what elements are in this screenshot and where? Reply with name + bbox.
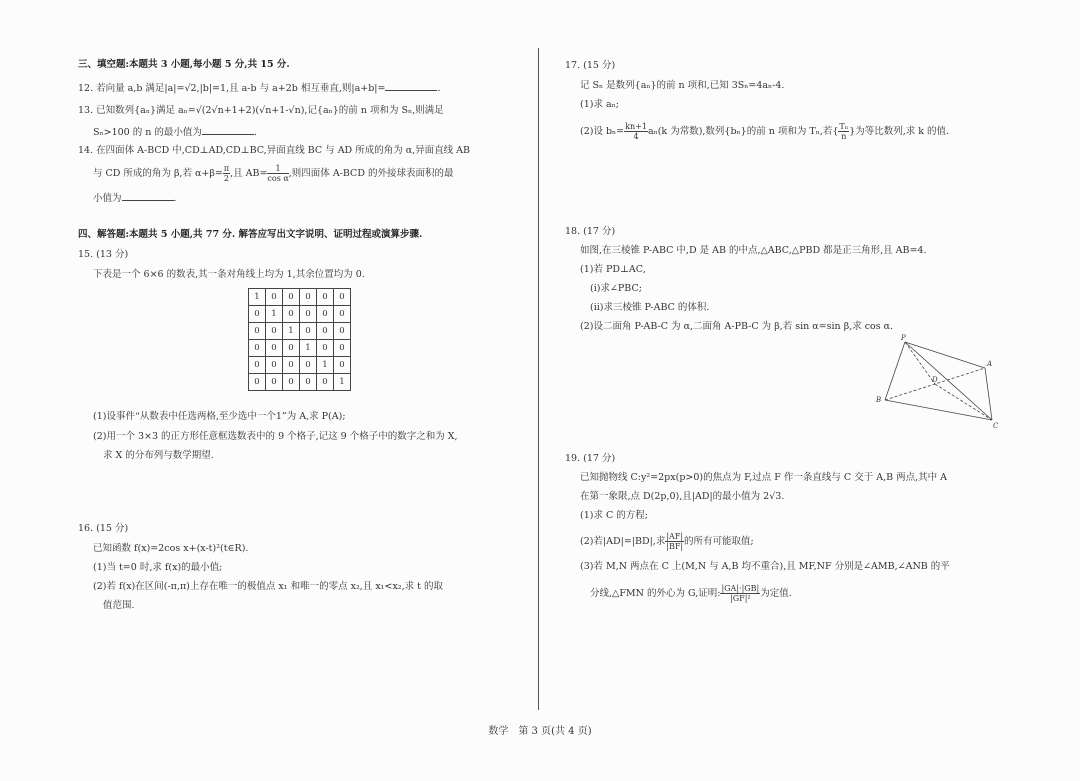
label-C: C <box>993 422 999 430</box>
question-18-part1-ii: (ⅱ)求三棱锥 P-ABC 的体积. <box>590 302 710 313</box>
table-cell: 0 <box>300 289 317 306</box>
gf2: |GF|² <box>730 594 751 603</box>
af: |AF| <box>666 532 684 541</box>
answer-blank <box>122 191 174 201</box>
question-17-intro: 记 Sₙ 是数列{aₙ}的前 n 项和,已知 3Sₙ=4aₙ-4. <box>580 80 785 91</box>
gagb-over-gf2 <box>720 584 760 603</box>
table-cell: 0 <box>300 306 317 323</box>
table-cell: 0 <box>249 374 266 391</box>
table-cell: 0 <box>300 323 317 340</box>
table-row <box>249 306 351 323</box>
table-cell: 0 <box>334 323 351 340</box>
section4-title: 四、解答题:本题共 5 小题,共 77 分. 解答应写出文字说明、证明过程或演算步骤. <box>78 229 423 240</box>
question-13-line2: Sₙ>100 的 n 的最小值为 . <box>93 127 257 138</box>
table-row <box>249 289 351 306</box>
table-cell: 0 <box>317 323 334 340</box>
edge-AC <box>985 368 992 420</box>
table-cell: 0 <box>283 357 300 374</box>
label-P: P <box>901 334 906 342</box>
table-cell: 0 <box>317 374 334 391</box>
table-cell: 1 <box>283 323 300 340</box>
table-cell: 1 <box>249 289 266 306</box>
question-16-part1: (1)当 t=0 时,求 f(x)的最小值; <box>93 562 223 573</box>
question-19-part1: (1)求 C 的方程; <box>580 510 648 521</box>
question-18-part1-i: (ⅰ)求∠PBC; <box>590 283 642 294</box>
edge-PD <box>905 342 935 384</box>
page-footer: 数学 第 3 页(共 4 页) <box>488 726 592 737</box>
label-B: B <box>876 396 882 404</box>
table-cell: 0 <box>283 340 300 357</box>
question-17-part1: (1)求 aₙ; <box>580 99 619 110</box>
question-15-part2-line1: (2)用一个 3×3 的正方形任意框选数表中的 9 个格子,记这 9 个格子中的数字之和为 X, <box>93 431 458 442</box>
af-over-bf <box>665 532 684 551</box>
table-cell: 0 <box>300 374 317 391</box>
question-12: 12. 若向量 a,b 满足|a|=√2,|b|=1,且 a-b 与 a+2b 相互垂直,则|a+b|= . <box>78 83 441 94</box>
n: n <box>841 132 847 141</box>
question-19-line1: 已知抛物线 C:y²=2px(p>0)的焦点为 F,过点 F 作一条直线与 C 交于 A,B 两点,其中 A <box>580 472 947 483</box>
table-cell: 0 <box>283 374 300 391</box>
question-18-intro: 如图,在三棱锥 P-ABC 中,D 是 AB 的中点,△ABC,△PBD 都是正三角形,且 AB=4. <box>580 245 927 256</box>
q17-text-a: (2)设 bₙ= <box>580 126 625 137</box>
table-row <box>249 340 351 357</box>
table-cell: 1 <box>317 357 334 374</box>
table-cell: 0 <box>249 323 266 340</box>
edge-PC <box>905 342 992 420</box>
question-16-part2-line1: (2)若 f(x)在区间(-π,π)上存在唯一的极值点 x₁ 和唯一的零点 x₂,且 x₁<x₂,求 t 的取 <box>93 581 443 592</box>
question-15-head: 15. (13 分) <box>78 249 129 260</box>
table-cell: 1 <box>300 340 317 357</box>
question-14-line2 <box>93 164 453 183</box>
table-cell: 0 <box>283 306 300 323</box>
table-cell: 0 <box>266 323 283 340</box>
question-18-head: 18. (17 分) <box>565 226 616 237</box>
table-cell: 0 <box>317 306 334 323</box>
table-cell: 0 <box>334 340 351 357</box>
column-divider <box>538 48 539 710</box>
q13-text: Sₙ>100 的 n 的最小值为 <box>93 127 202 138</box>
two: 2 <box>223 174 229 183</box>
kn1: kn+1 <box>625 122 647 131</box>
question-19-part3-line1: (3)若 M,N 两点在 C 上(M,N 与 A,B 均不重合),且 MF,NF 分别是∠AMB,∠ANB 的平 <box>580 561 950 572</box>
question-17-head: 17. (15 分) <box>565 60 616 71</box>
table-row <box>249 323 351 340</box>
table-cell: 0 <box>249 306 266 323</box>
tn: Tₙ <box>839 122 849 131</box>
table-cell: 0 <box>334 289 351 306</box>
q14-text-a: 与 CD 所成的角为 β,若 α+β= <box>93 168 223 179</box>
gagb: |GA|·|GB| <box>721 584 760 593</box>
question-15-part2-line2: 求 X 的分布列与数学期望. <box>103 450 214 461</box>
label-D: D <box>932 376 938 384</box>
table-row <box>249 357 351 374</box>
question-18-part1: (1)若 PD⊥AC, <box>580 264 646 275</box>
question-19-part3-line2 <box>590 584 792 603</box>
q19-text-d: 为定值. <box>760 588 792 599</box>
q17-text-c: }为等比数列,求 k 的值. <box>849 126 950 137</box>
one-over-cos <box>267 164 288 183</box>
four: 4 <box>633 132 639 141</box>
number-table <box>248 288 351 391</box>
table-cell: 0 <box>266 340 283 357</box>
section3-title: 三、填空题:本题共 3 小题,每小题 5 分,共 15 分. <box>78 59 290 70</box>
bf: |BF| <box>666 542 684 551</box>
q14-text-b: ,且 AB= <box>230 168 268 179</box>
table-cell: 1 <box>334 374 351 391</box>
table-cell: 0 <box>300 357 317 374</box>
table-cell: 0 <box>317 340 334 357</box>
q17-text-b: aₙ(k 为常数),数列{bₙ}的前 n 项和为 Tₙ,若{ <box>647 126 839 137</box>
edge-PA <box>905 342 985 368</box>
question-19-line2: 在第一象限,点 D(2p,0),且|AD|的最小值为 2√3. <box>580 491 785 502</box>
cos-alpha: cos α <box>267 174 289 183</box>
table-cell: 0 <box>249 357 266 374</box>
q19-text-c: 分线,△FMN 的外心为 G,证明: <box>590 588 721 599</box>
question-14-line3: 小值为 . <box>93 193 177 204</box>
table-cell: 0 <box>317 289 334 306</box>
table-cell: 1 <box>266 306 283 323</box>
edge-PB <box>885 342 905 400</box>
q12-text: 12. 若向量 a,b 满足|a|=√2,|b|=1,且 a-b 与 a+2b 相互垂直,则|a+b|= <box>78 83 386 94</box>
answer-blank <box>202 125 254 135</box>
table-cell: 0 <box>249 340 266 357</box>
one: 1 <box>267 164 288 174</box>
table-cell: 0 <box>266 357 283 374</box>
question-16-part2-line2: 值范围. <box>103 600 135 611</box>
table-row <box>249 374 351 391</box>
table-cell: 0 <box>334 306 351 323</box>
edge-BC <box>885 400 992 420</box>
question-17-part2 <box>580 122 949 141</box>
question-18-part2: (2)设二面角 P-AB-C 为 α,二面角 A-PB-C 为 β,若 sin α=sin β,求 cos α. <box>580 321 894 332</box>
table-cell: 0 <box>334 357 351 374</box>
table-cell: 0 <box>266 374 283 391</box>
pi: π <box>223 164 230 173</box>
pyramid-figure <box>865 332 1005 432</box>
answer-blank <box>385 81 437 91</box>
question-14-line1: 14. 在四面体 A-BCD 中,CD⊥AD,CD⊥BC,异面直线 BC 与 AD 所成的角为 α,异面直线 AB <box>78 145 471 156</box>
kn1-over-4 <box>624 122 648 141</box>
question-16-intro: 已知函数 f(x)=2cos x+(x-t)²(t∈R). <box>93 543 249 554</box>
question-13-line1: 13. 已知数列{aₙ}满足 aₙ=√(2√n+1+2)(√n+1-√n),记{aₙ}的前 n 项和为 Sₙ,则满足 <box>78 105 444 116</box>
question-15-intro: 下表是一个 6×6 的数表,其一条对角线上均为 1,其余位置均为 0. <box>93 269 365 280</box>
question-16-head: 16. (15 分) <box>78 523 129 534</box>
table-cell: 0 <box>283 289 300 306</box>
pi-over-2 <box>223 164 230 183</box>
label-A: A <box>987 360 993 368</box>
q14-text-c: ,则四面体 A-BCD 的外接球表面积的最 <box>288 168 454 179</box>
question-15-part1: (1)设事件“从数表中任选两格,至少选中一个1”为 A,求 P(A); <box>93 411 346 422</box>
q19-text-a: (2)若|AD|=|BD|,求 <box>580 536 666 547</box>
table-cell: 0 <box>266 289 283 306</box>
tn-over-n <box>838 122 849 141</box>
q19-text-b: 的所有可能取值; <box>684 536 754 547</box>
question-19-part2 <box>580 532 754 551</box>
q14-text-d: 小值为 <box>93 193 122 204</box>
question-19-head: 19. (17 分) <box>565 453 616 464</box>
